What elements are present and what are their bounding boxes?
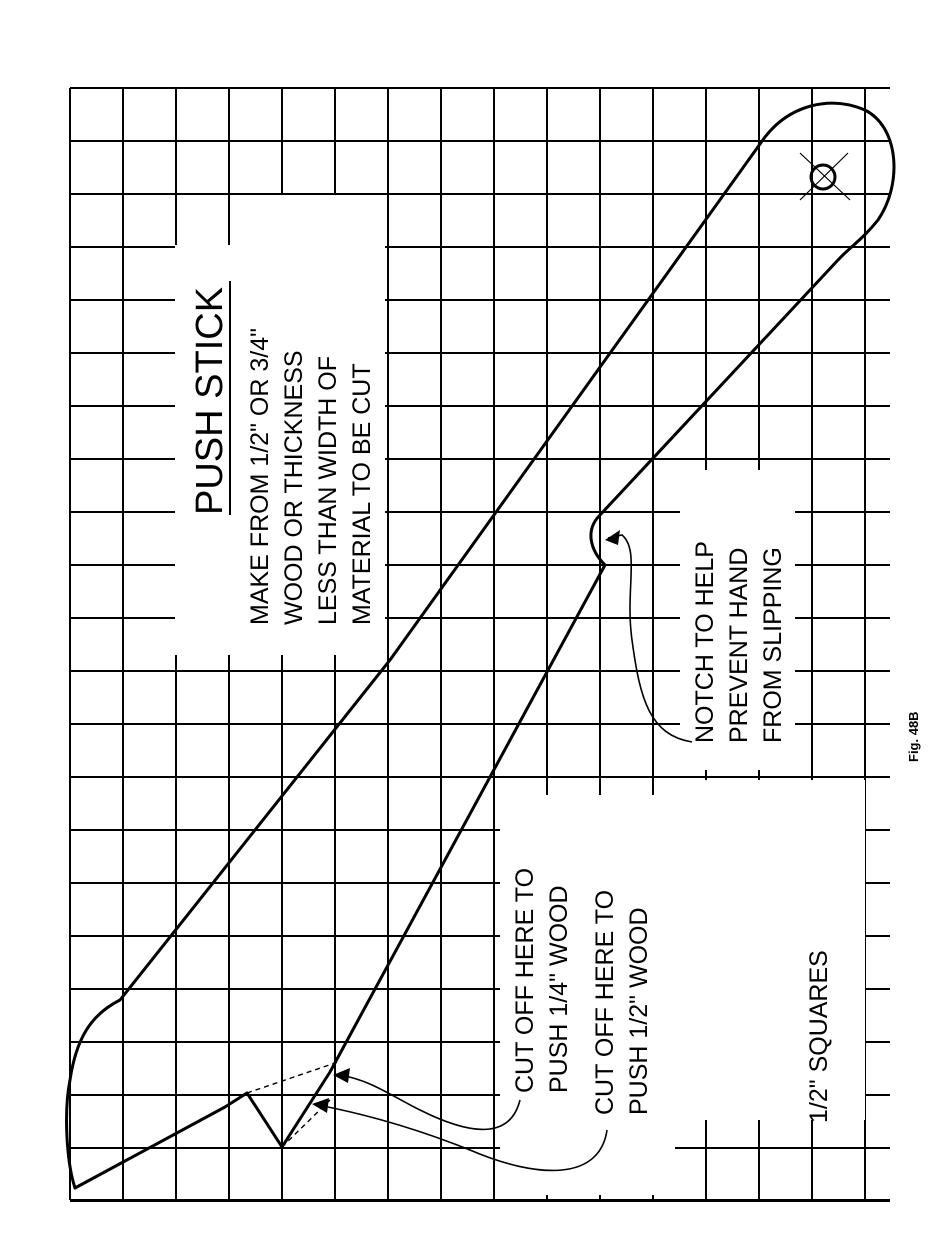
scale-panel bbox=[655, 780, 865, 1120]
title: PUSH STICK bbox=[189, 286, 231, 515]
caption-group bbox=[906, 711, 921, 762]
cut-note-quarter-line: CUT OFF HERE TO bbox=[511, 867, 539, 1093]
cut-note-quarter-line: PUSH 1/4" WOOD bbox=[545, 885, 573, 1093]
scale-note: 1/2" SQUARES bbox=[805, 950, 833, 1123]
arrowhead-notch bbox=[605, 530, 620, 545]
hole-mark bbox=[800, 153, 850, 200]
leader-notch bbox=[608, 535, 692, 742]
arrowhead-cut-half bbox=[312, 1098, 329, 1113]
figure-caption: Fig. 48B bbox=[906, 711, 921, 762]
notch-note-line: PREVENT HAND bbox=[725, 547, 753, 743]
cut-line-quarter bbox=[247, 1062, 338, 1093]
cut-note-half-line: CUT OFF HERE TO bbox=[591, 889, 619, 1115]
cut-note-half-line: PUSH 1/2" WOOD bbox=[625, 907, 653, 1115]
instruction-line: MAKE FROM 1/2" OR 3/4" bbox=[246, 328, 274, 625]
notch-note bbox=[691, 541, 787, 743]
instruction-line: MATERIAL TO BE CUT bbox=[348, 363, 376, 625]
instruction-line: WOOD OR THICKNESS bbox=[280, 350, 308, 625]
instruction-line: LESS THAN WIDTH OF bbox=[314, 355, 342, 625]
scale-note-group bbox=[805, 950, 833, 1123]
notch-note-line: FROM SLIPPING bbox=[759, 547, 787, 743]
notch-note-line: NOTCH TO HELP bbox=[691, 541, 719, 743]
title-group bbox=[189, 281, 231, 515]
